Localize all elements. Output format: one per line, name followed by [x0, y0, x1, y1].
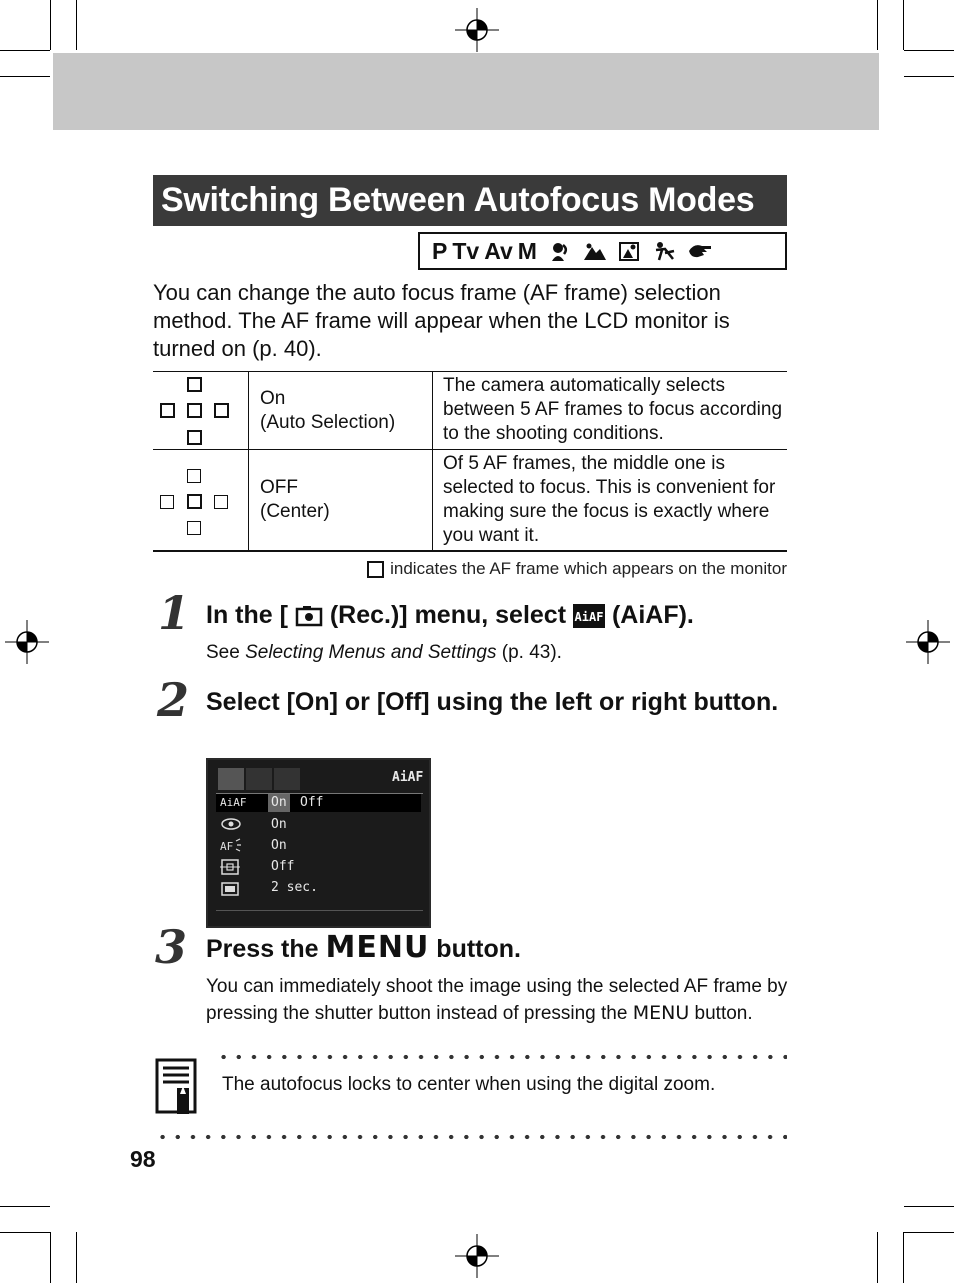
step-number: 2: [157, 673, 190, 727]
mode-tv: Tv: [452, 237, 480, 264]
dotted-divider: [155, 1134, 787, 1140]
shooting-modes-box: [418, 232, 787, 270]
lcd-value: Off: [271, 859, 295, 874]
table-row: [153, 372, 787, 449]
table-row: [153, 449, 787, 550]
lcd-menu-screenshot: [206, 758, 431, 928]
digital-zoom-icon: [220, 859, 242, 875]
sports-icon: [653, 241, 677, 261]
dotted-divider: [216, 1054, 787, 1060]
registration-mark-icon: [455, 1234, 499, 1278]
af-frames-all-icon: [153, 372, 249, 449]
af-frames-center-icon: [153, 450, 249, 550]
portrait-icon: [548, 241, 572, 261]
night-scene-icon: [618, 241, 642, 261]
lcd-option-off: Off: [300, 795, 324, 810]
header-band: [53, 53, 879, 130]
memo-icon: [155, 1058, 199, 1116]
lcd-value: On: [271, 817, 287, 832]
table-cell-description: The camera automatically selects between 5 AF frames to focus according to the shooting conditions.: [443, 375, 783, 444]
table-cell-setting: On (Auto Selection): [249, 372, 433, 449]
table-cell-setting: OFF (Center): [249, 450, 433, 550]
mode-m: M: [517, 237, 537, 264]
menu-button-label: MENU: [325, 930, 430, 965]
step-number: 3: [155, 920, 188, 974]
fast-shutter-icon: [688, 241, 712, 261]
aiaf-icon: [573, 604, 605, 628]
registration-mark-icon: [5, 620, 49, 664]
lcd-row-icon: AiAF: [220, 796, 247, 809]
camera-tab-icon: [218, 768, 244, 790]
mode-av: Av: [484, 237, 513, 264]
my-camera-tab-icon: [274, 768, 300, 790]
af-frame-icon: [367, 561, 384, 578]
camera-icon: [295, 605, 323, 627]
lcd-header: AiAF: [392, 770, 424, 785]
setup-tab-icon: [246, 768, 272, 790]
table-footnote: indicates the AF frame which appears on the monitor: [305, 559, 787, 579]
page-number: 98: [130, 1146, 156, 1172]
lcd-option-on: On: [268, 794, 290, 812]
lcd-value: 2 sec.: [271, 880, 318, 895]
af-mode-table: [153, 371, 787, 552]
af-assist-icon: [220, 838, 242, 852]
step-1-heading: In the [ (Rec.)] menu, select AiAF (AiAF).: [206, 601, 694, 629]
menu-button-label: MENU: [632, 1002, 690, 1024]
svg-text:AF: AF: [220, 840, 234, 852]
registration-mark-icon: [455, 8, 499, 52]
registration-mark-icon: [906, 620, 950, 664]
intro-text: You can change the auto focus frame (AF frame) selection method. The AF frame will appear when the LCD monitor is turned on (p. 40).: [153, 280, 730, 361]
red-eye-icon: [220, 817, 242, 831]
step-2-heading: Select [On] or [Off] using the left or right button.: [206, 688, 779, 716]
review-icon: [220, 880, 242, 896]
page-title: Switching Between Autofocus Modes: [153, 175, 787, 226]
lcd-value: On: [271, 838, 287, 853]
svg-text:AiAF: AiAF: [574, 610, 604, 625]
step-3-note: You can immediately shoot the image using the selected AF frame by pressing the shutter button instead of pressing the MENU button.: [206, 976, 788, 1024]
note-text: The autofocus locks to center when using the digital zoom.: [222, 1074, 716, 1095]
step-number: 1: [158, 586, 191, 640]
step-1-note: See Selecting Menus and Settings (p. 43).: [206, 642, 562, 663]
landscape-icon: [583, 241, 607, 261]
step-3-heading: Press the MENU button.: [206, 930, 521, 965]
mode-p: P: [432, 237, 448, 264]
table-cell-description: Of 5 AF frames, the middle one is selected to focus. This is convenient for making sure the focus is exactly where you want it.: [443, 453, 776, 546]
